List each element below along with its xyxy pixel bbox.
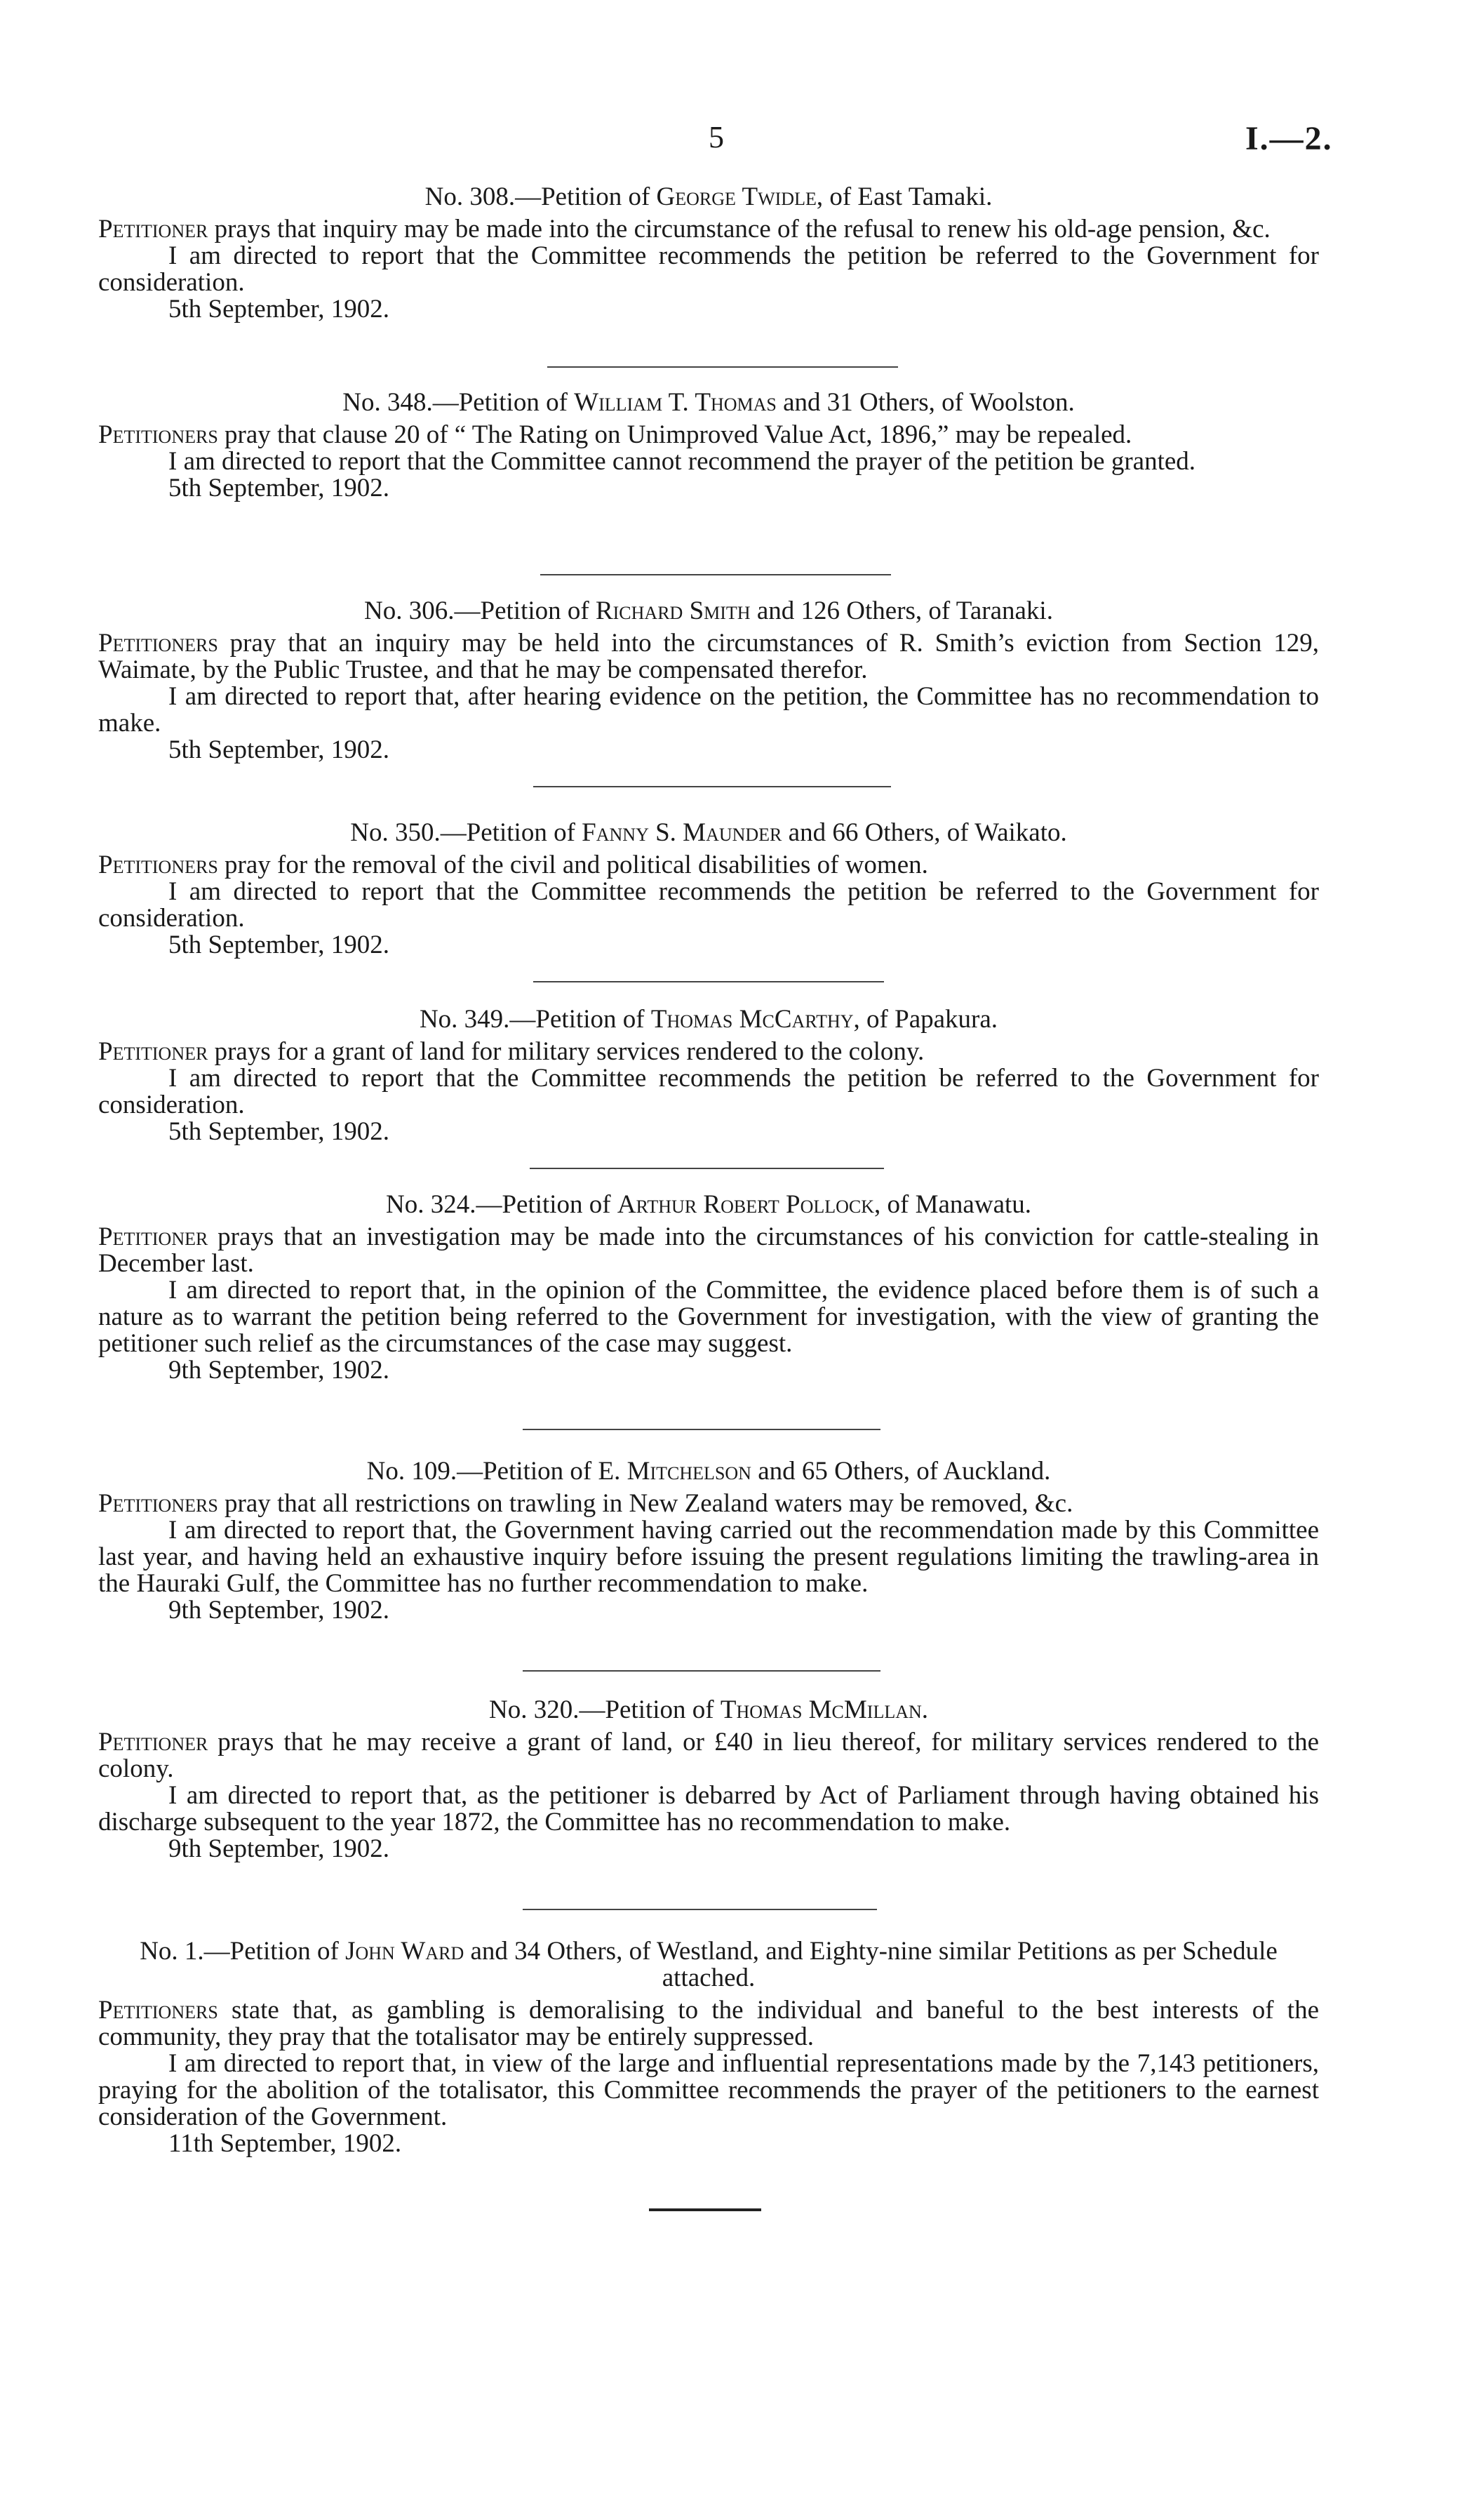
section-divider <box>533 786 891 787</box>
petition-prayer: Petitioner prays that an investigation may be made into the circumstances of his conviction for cattle-stealing in December last. <box>98 1222 1319 1278</box>
petition-heading: No. 1.—Petition of John Ward and 34 Others, of Westland, and Eighty-nine similar Petitions as per Schedule attached. <box>140 1937 1278 1992</box>
committee-report: I am directed to report that the Committee recommends the petition be referred to the Government for consideration. <box>98 1064 1319 1119</box>
petition-109 <box>98 1458 1319 1624</box>
petitioner-name: Arthur Robert Pollock <box>617 1190 875 1219</box>
section-divider <box>523 1429 880 1430</box>
petition-306 <box>98 598 1319 764</box>
petition-prayer: Petitioners pray that all restrictions on trawling in New Zealand waters may be removed, &c. <box>98 1489 1073 1518</box>
report-date: 5th September, 1902. <box>168 1117 390 1146</box>
section-divider <box>530 1168 884 1169</box>
petition-324 <box>98 1192 1319 1384</box>
petition-heading: No. 308.—Petition of George Twidle, of East Tamaki. <box>424 182 993 211</box>
petitioner-name: William T. Thomas <box>574 388 777 417</box>
end-rule <box>649 2208 761 2211</box>
petition-prayer: Petitioners pray for the removal of the civil and political disabilities of women. <box>98 851 928 879</box>
petition-prayer: Petitioner prays that inquiry may be made into the circumstance of the refusal to renew his old-age pension, &c. <box>98 215 1271 244</box>
petitioner-name: George Twidle <box>656 182 817 211</box>
petitioner-name: Thomas McMillan <box>720 1695 922 1724</box>
petition-heading: No. 320.—Petition of Thomas McMillan. <box>488 1695 929 1724</box>
petitioner-name: Richard Smith <box>595 596 751 625</box>
petition-350 <box>98 820 1319 959</box>
report-date: 5th September, 1902. <box>168 931 390 959</box>
petition-heading: No. 348.—Petition of William T. Thomas and 31 Others, of Woolston. <box>342 388 1075 417</box>
committee-report: I am directed to report that the Committee cannot recommend the prayer of the petition be granted. <box>168 447 1196 476</box>
section-divider <box>540 574 891 575</box>
report-date: 9th September, 1902. <box>168 1834 390 1863</box>
petition-prayer: Petitioner prays for a grant of land for military services rendered to the colony. <box>98 1037 925 1066</box>
petition-1 <box>98 1938 1319 2157</box>
petition-heading: No. 349.—Petition of Thomas McCarthy, of Papakura. <box>419 1005 998 1034</box>
petition-349 <box>98 1006 1319 1145</box>
report-date: 5th September, 1902. <box>168 295 390 324</box>
petitioner-name: E. Mitchelson <box>598 1457 751 1486</box>
petitioner-name: Thomas McCarthy <box>650 1005 854 1034</box>
petition-heading: No. 109.—Petition of E. Mitchelson and 65 Others, of Auckland. <box>366 1457 1051 1486</box>
petition-prayer: Petitioners state that, as gambling is demoralising to the individual and baneful to the best interests of the community, they pray that the totalisator may be entirely suppressed. <box>98 1996 1319 2051</box>
committee-report: I am directed to report that, the Government having carried out the recommendation made by this Committee last year, and having held an exhaustive inquiry before issuing the present regulations limiting the trawling-area in the Hauraki Gulf, the Committee has no further recommendation to make. <box>98 1516 1319 1598</box>
committee-report: I am directed to report that, as the petitioner is debarred by Act of Parliament through having obtained his discharge subsequent to the year 1872, the Committee has no recommendation to make. <box>98 1781 1319 1836</box>
petition-prayer: Petitioners pray that an inquiry may be held into the circumstances of R. Smith’s eviction from Section 129, Waimate, by the Public Trustee, and that he may be compensated therefor. <box>98 629 1319 684</box>
petitioner-name: Fanny S. Maunder <box>582 818 782 847</box>
committee-report: I am directed to report that, after hearing evidence on the petition, the Committee has no recommendation to make. <box>98 682 1319 738</box>
committee-report: I am directed to report that the Committee recommends the petition be referred to the Government for consideration. <box>98 241 1319 297</box>
section-divider <box>533 981 884 982</box>
section-divider <box>523 1909 877 1910</box>
committee-report: I am directed to report that, in the opinion of the Committee, the evidence placed before them is of such a nature as to warrant the petition being referred to the Government for investigation, with the view of granting the petitioner such relief as the circumstances of the case may suggest. <box>98 1276 1319 1358</box>
report-date: 11th September, 1902. <box>168 2129 402 2158</box>
section-divider <box>547 366 898 368</box>
section-divider <box>523 1670 880 1672</box>
petition-320 <box>98 1697 1319 1862</box>
document-reference: I.—2. <box>1245 120 1333 157</box>
page-number: 5 <box>709 120 724 154</box>
petition-heading: No. 350.—Petition of Fanny S. Maunder and 66 Others, of Waikato. <box>350 818 1067 847</box>
report-date: 9th September, 1902. <box>168 1356 390 1385</box>
report-date: 9th September, 1902. <box>168 1596 390 1625</box>
petition-heading: No. 306.—Petition of Richard Smith and 126 Others, of Taranaki. <box>364 596 1053 625</box>
petitioner-name: John Ward <box>345 1937 464 1966</box>
petition-prayer: Petitioners pray that clause 20 of “ The Rating on Unimproved Value Act, 1896,” may be repealed. <box>98 420 1132 449</box>
report-date: 5th September, 1902. <box>168 474 390 502</box>
petition-heading: No. 324.—Petition of Arthur Robert Pollock, of Manawatu. <box>385 1190 1032 1219</box>
report-date: 5th September, 1902. <box>168 735 390 764</box>
petition-348 <box>98 389 1319 502</box>
petition-308 <box>98 184 1319 323</box>
petition-prayer: Petitioner prays that he may receive a grant of land, or £40 in lieu thereof, for military services rendered to the colony. <box>98 1728 1319 1783</box>
committee-report: I am directed to report that, in view of the large and influential representations made by the 7,143 petitioners, praying for the abolition of the totalisator, this Committee recommends the prayer of the petitioners to the earnest consideration of the Government. <box>98 2049 1319 2131</box>
committee-report: I am directed to report that the Committee recommends the petition be referred to the Government for consideration. <box>98 877 1319 933</box>
